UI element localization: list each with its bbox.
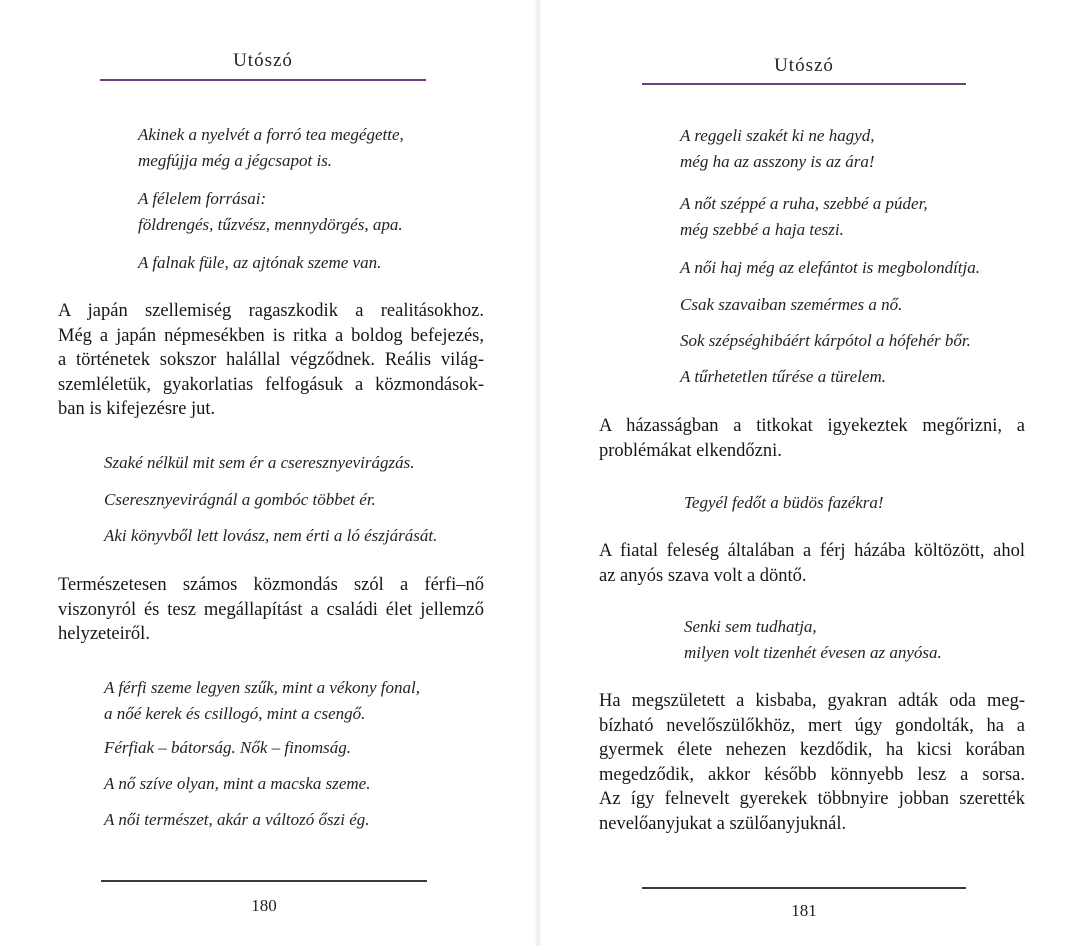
page-number: 180 xyxy=(251,896,277,915)
paragraph-line: a történetek sokszor halállal végződnek. Reális világ- xyxy=(58,350,484,370)
paragraph-line: bízható nevelőszülőkhöz, mert úgy gondolták, ha a xyxy=(599,715,1025,736)
footer-rule xyxy=(101,880,427,882)
proverb xyxy=(104,487,376,513)
paragraph-line: Természetesen számos közmondás szól a férfi–nő xyxy=(58,575,484,595)
proverb-line: milyen volt tizenhét évesen az anyósa. xyxy=(684,643,942,662)
proverb-line: Aki könyvből lett lovász, nem érti a ló észjárását. xyxy=(104,526,438,545)
proverb xyxy=(684,490,884,516)
page-number: 181 xyxy=(791,901,817,920)
running-header: Utószó xyxy=(774,55,834,76)
body-paragraph xyxy=(58,573,484,647)
proverb-line: megfújja még a jégcsapot is. xyxy=(138,151,333,170)
proverb xyxy=(104,735,351,761)
proverb xyxy=(680,191,928,243)
body-paragraph xyxy=(58,299,484,422)
paragraph-line: megedződik, akkor később könnyebb lesz a sorsa. xyxy=(599,764,1025,785)
proverb xyxy=(138,186,403,238)
paragraph-line: problémákat elkendőzni. xyxy=(599,440,782,461)
proverb-line: Sok szépséghibáért kárpótol a hófehér bőr. xyxy=(680,331,971,350)
proverb-line: még ha az asszony is az ára! xyxy=(680,152,875,171)
right-page xyxy=(538,0,1076,946)
paragraph-line: viszonyról és tesz megállapítást a családi élet jellemző xyxy=(58,599,484,620)
body-paragraph xyxy=(599,414,1025,463)
proverb xyxy=(680,292,902,318)
proverb-line: A női természet, akár a változó őszi ég. xyxy=(104,810,370,829)
proverb xyxy=(680,255,980,281)
paragraph-line: Még a japán népmesékben is ritka a boldog befejezés, xyxy=(58,325,484,346)
body-paragraph xyxy=(599,539,1025,588)
paragraph-line: A házasságban a titkokat igyekeztek megőrizni, a xyxy=(599,416,1025,436)
proverb xyxy=(104,675,420,727)
paragraph-line: ban is kifejezésre jut. xyxy=(58,399,216,419)
proverb-line: Szaké nélkül mit sem ér a cseresznyevirágzás. xyxy=(104,453,415,472)
proverb-line: A nőt széppé a ruha, szebbé a púder, xyxy=(680,194,928,213)
proverb-line: A nő szíve olyan, mint a macska szeme. xyxy=(104,774,371,793)
body-paragraph xyxy=(599,689,1025,836)
proverb-line: a nőé kerek és csillogó, mint a csengő. xyxy=(104,704,366,723)
proverb-line: Cseresznyevirágnál a gombóc többet ér. xyxy=(104,490,376,509)
proverb-line: A női haj még az elefántot is megbolondítja. xyxy=(680,258,980,277)
paragraph-line: gyermek élete nehezen kezdődik, ha kicsi korában xyxy=(599,740,1025,760)
proverb xyxy=(104,450,415,476)
header-rule xyxy=(642,83,966,85)
proverb-line: Senki sem tudhatja, xyxy=(684,617,817,636)
paragraph-line: helyzeteiről. xyxy=(58,624,150,644)
proverb xyxy=(680,364,886,390)
proverb-line: A reggeli szakét ki ne hagyd, xyxy=(680,126,875,145)
proverb-line: még szebbé a haja teszi. xyxy=(680,220,844,239)
paragraph-line: az anyós szava volt a döntő. xyxy=(599,565,807,586)
paragraph-line: szemléletük, gyakorlatias felfogásuk a közmondások- xyxy=(58,374,484,395)
proverb-line: A félelem forrásai: xyxy=(138,189,267,208)
proverb xyxy=(104,771,370,797)
paragraph-line: A japán szellemiség ragaszkodik a realitásokhoz. xyxy=(58,301,484,321)
proverb xyxy=(104,523,437,549)
proverb-line: Csak szavaiban szemérmes a nő. xyxy=(680,295,903,314)
proverb-line: Akinek a nyelvét a forró tea megégette, xyxy=(138,125,404,144)
proverb-line: A tűrhetetlen tűrése a türelem. xyxy=(680,367,887,386)
proverb xyxy=(684,614,942,666)
header-rule xyxy=(100,79,426,81)
proverb-line: földrengés, tűzvész, mennydörgés, apa. xyxy=(138,215,403,234)
proverb-line: Férfiak – bátorság. Nők – finomság. xyxy=(104,738,351,757)
proverb xyxy=(680,123,875,175)
paragraph-line: Ha megszületett a kisbaba, gyakran adták oda meg- xyxy=(599,691,1025,711)
proverb xyxy=(680,328,971,354)
paragraph-line: Az így felnevelt gyerekek többnyire jobban szerették xyxy=(599,789,1025,809)
proverb-line: Tegyél fedőt a büdös fazékra! xyxy=(684,493,884,512)
footer-rule xyxy=(642,887,966,889)
paragraph-line: nevelőanyjukat a szülőanyjuknál. xyxy=(599,813,847,834)
paragraph-line: A fiatal feleség általában a férj házába költözött, ahol xyxy=(599,541,1025,561)
proverb xyxy=(104,807,370,833)
proverb xyxy=(138,250,381,276)
proverb-line: A falnak füle, az ajtónak szeme van. xyxy=(138,253,382,272)
proverb-line: A férfi szeme legyen szűk, mint a vékony fonal, xyxy=(104,678,420,697)
proverb xyxy=(138,122,404,174)
running-header: Utószó xyxy=(233,50,293,71)
